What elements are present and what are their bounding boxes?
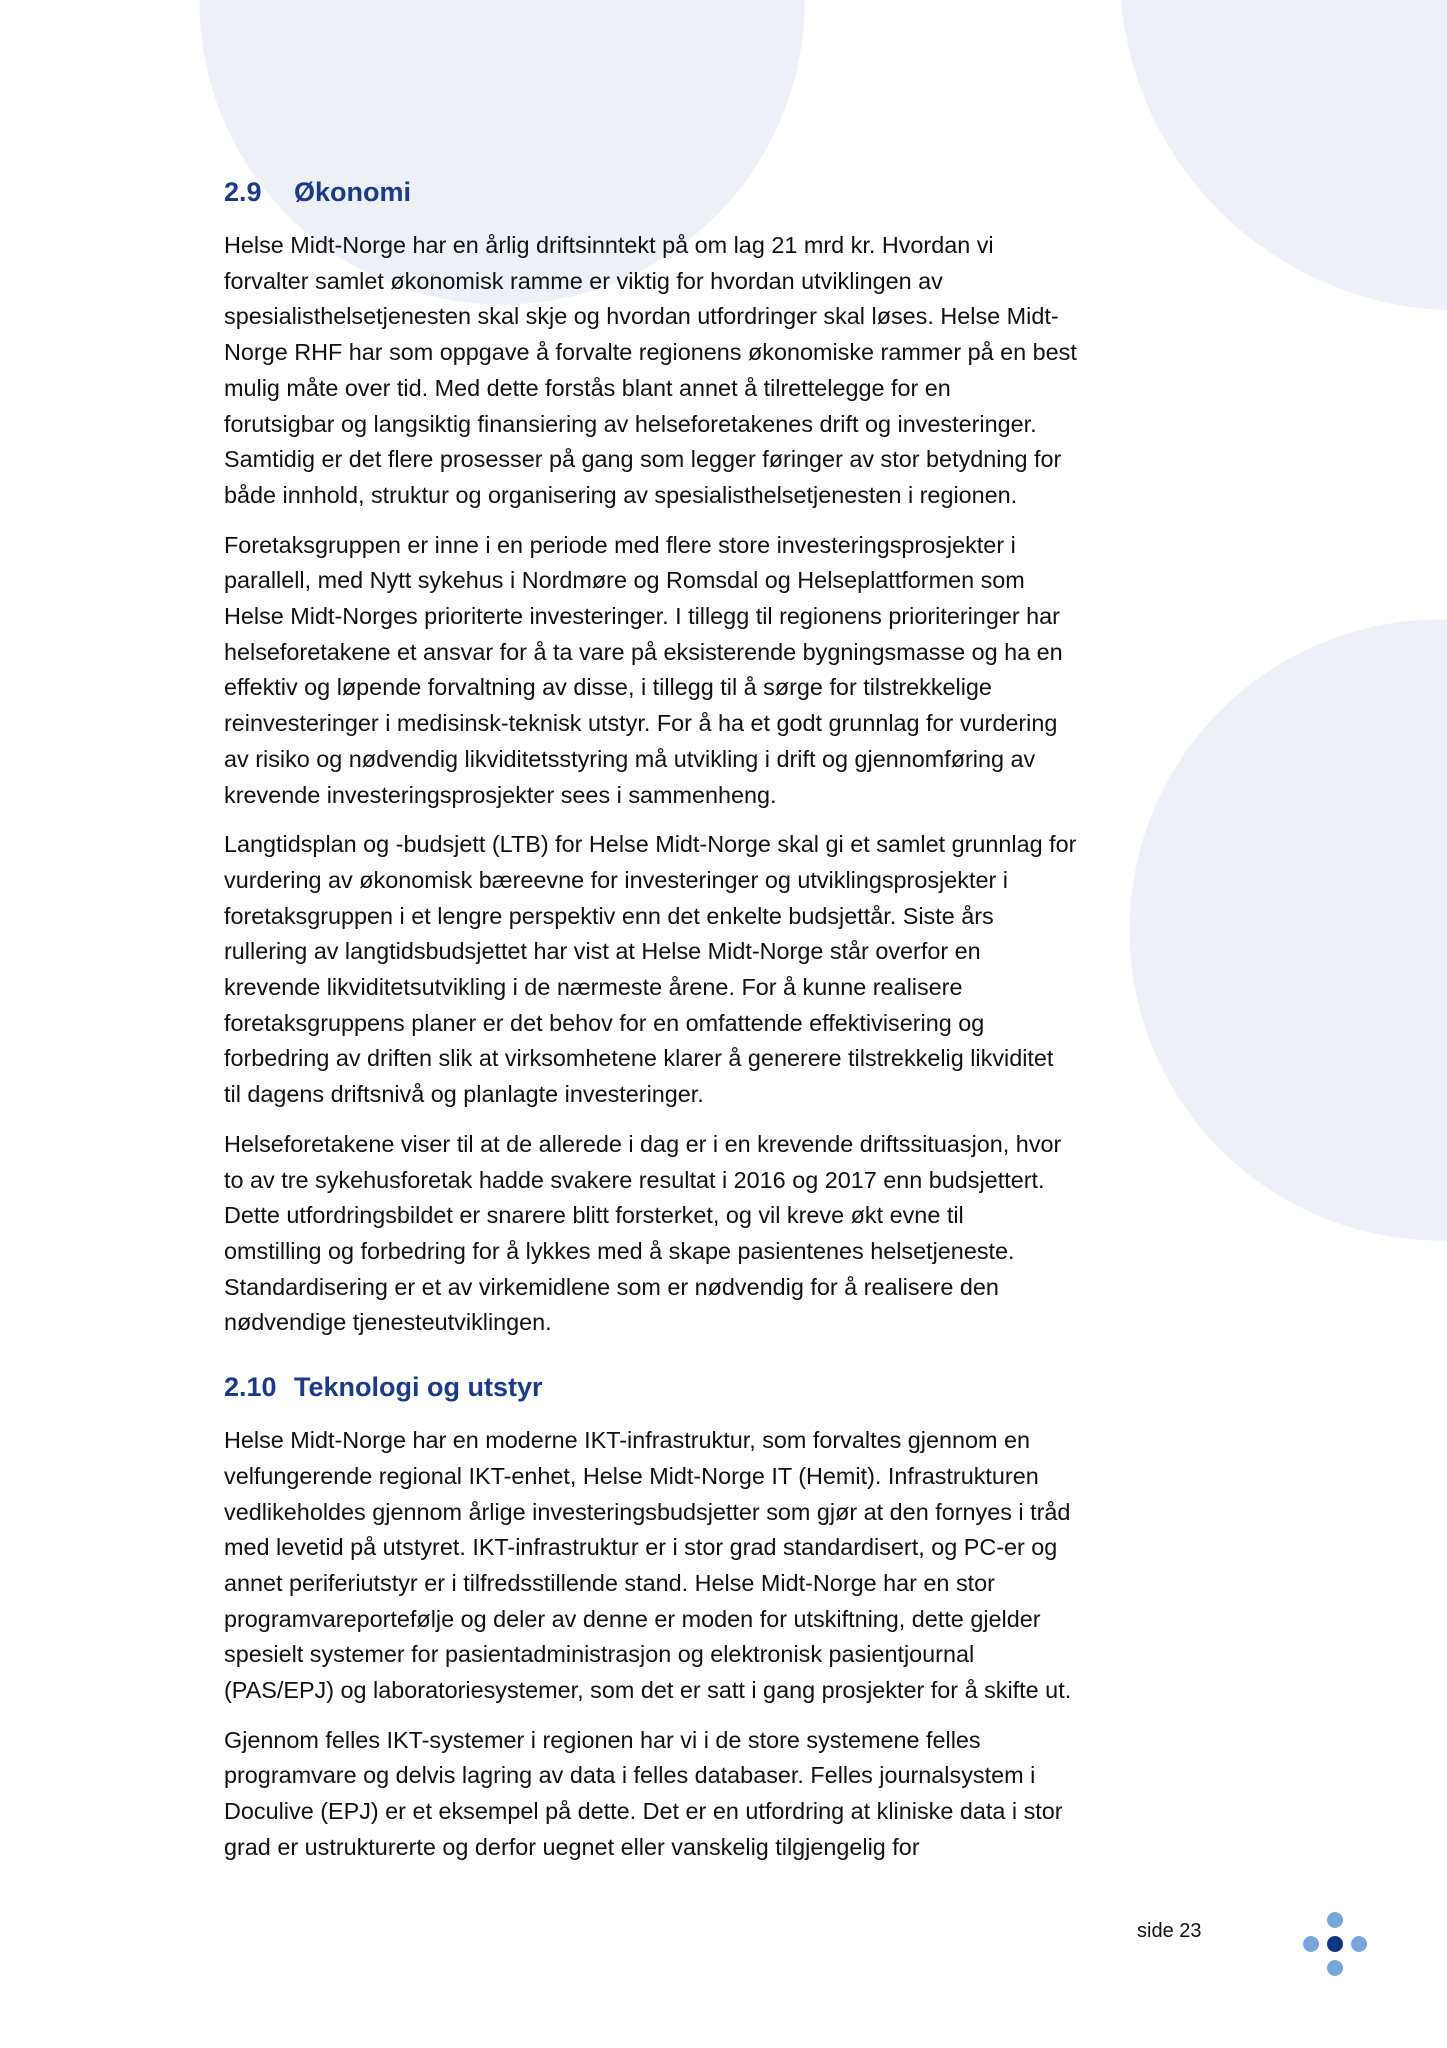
text-line: Standardisering er et av virkemidlene som er nødvendig for å realisere den [224,1273,999,1300]
text-line: til dagens driftsnivå og planlagte investeringer. [224,1081,704,1108]
text-line: krevende investeringsprosjekter sees i sammenheng. [224,781,777,808]
text-line: grad er ustrukturerte og derfor uegnet eller vanskelig tilgjengelig for [224,1833,920,1860]
logo-dot [1327,1960,1343,1976]
page-content [224,170,1234,1866]
text-line: programvare og delvis lagring av data i felles databaser. Felles journalsystem i [224,1762,1036,1789]
text-line: foretaksgruppen i et lengre perspektiv enn det enkelte budsjettår. Siste års [224,902,994,929]
section-number: 2.9 [224,177,262,207]
section-heading-okonomi [224,170,1234,214]
section-number: 2.10 [224,1372,277,1403]
text-line: Gjennom felles IKT-systemer i regionen har vi i de store systemene felles [224,1726,981,1753]
text-line: Norge RHF har som oppgave å forvalte regionens økonomiske rammer på en best [224,339,1077,366]
text-line: parallell, med Nytt sykehus i Nordmøre og Romsdal og Helseplattformen som [224,567,1025,594]
text-line: Dette utfordringsbildet er snarere blitt forsterket, og vil kreve økt evne til [224,1202,964,1229]
logo-dot [1327,1936,1343,1952]
text-line: Helse Midt-Norge har en årlig driftsinntekt på om lag 21 mrd kr. Hvordan vi [224,232,994,258]
paragraph [224,1127,1234,1341]
text-line: spesielt systemer for pasientadministrasjon og elektronisk pasientjournal [224,1641,975,1668]
text-line: både innhold, struktur og organisering av spesialisthelsetjenesten i regionen. [224,481,1018,508]
text-line: nødvendige tjenesteutviklingen. [224,1309,552,1336]
text-line: programvareportefølje og deler av denne er moden for utskiftning, dette gjelder [224,1605,1041,1632]
section-title: Teknologi og utstyr [294,1372,543,1403]
text-line: helseforetakene et ansvar for å ta vare på eksisterende bygningsmasse og ha en [224,638,1063,665]
text-line: Samtidig er det flere prosesser på gang som legger føringer av stor betydning for [224,446,1062,473]
text-line: vurdering av økonomisk bæreevne for investeringer og utviklingsprosjekter i [224,866,1008,893]
logo-dot [1351,1936,1367,1952]
section-body-okonomi [224,228,1234,1341]
text-line: annet periferiutstyr er i tilfredsstillende stand. Helse Midt-Norge har en stor [224,1569,995,1596]
paragraph [224,228,1234,514]
page-number: side 23 [1137,1920,1202,1942]
paragraph [224,528,1234,814]
text-line: rullering av langtidsbudsjettet har vist at Helse Midt-Norge står overfor en [224,938,981,965]
text-line: av risiko og nødvendig likviditetsstyring må utvikling i drift og gjennomføring av [224,745,1036,772]
text-line: Helseforetakene viser til at de allerede i dag er i en krevende driftssituasjon, hvor [224,1130,1062,1157]
text-line: Langtidsplan og -budsjett (LTB) for Helse Midt-Norge skal gi et samlet grunnlag for [224,831,1077,858]
logo-dot [1303,1936,1319,1952]
text-line: effektiv og løpende forvaltning av disse, i tillegg til å sørge for tilstrekkelige [224,674,992,701]
text-line: foretaksgruppens planer er det behov for en omfattende effektivisering og [224,1009,985,1036]
paragraph [224,1423,1234,1709]
paragraph [224,827,1234,1113]
text-line: to av tre sykehusforetak hadde svakere resultat i 2016 og 2017 enn budsjettert. [224,1166,1045,1193]
text-line: forbedring av driften slik at virksomhetene klarer å generere tilstrekkelig likviditet [224,1045,1054,1072]
paragraph [224,1723,1234,1866]
text-line: omstilling og forbedring for å lykkes med å skape pasientenes helsetjeneste. [224,1237,1015,1264]
text-line: forutsigbar og langsiktig finansiering av helseforetakenes drift og investeringer. [224,410,1037,437]
text-line: vedlikeholdes gjennom årlige investeringsbudsjetter som gjør at den fornyes i tråd [224,1498,1071,1525]
section-title: Økonomi [294,177,412,207]
logo-dot [1327,1912,1343,1928]
text-line: krevende likviditetsutvikling i de nærmeste årene. For å kunne realisere [224,974,963,1001]
text-line: spesialisthelsetjenesten skal skje og hvordan utfordringer skal løses. Helse Midt- [224,303,1059,330]
text-line: forvalter samlet økonomisk ramme er viktig for hvordan utviklingen av [224,267,943,294]
section-body-teknologi [224,1423,1234,1865]
text-line: Foretaksgruppen er inne i en periode med flere store investeringsprosjekter i [224,531,1016,558]
text-line: reinvesteringer i medisinsk-teknisk utstyr. For å ha et godt grunnlag for vurdering [224,710,1058,737]
text-line: Doculive (EPJ) er et eksempel på dette. Det er en utfordring at kliniske data i stor [224,1798,1063,1825]
text-line: velfungerende regional IKT-enhet, Helse Midt-Norge IT (Hemit). Infrastrukturen [224,1462,1039,1489]
text-line: Helse Midt-Norges prioriterte investeringer. I tillegg til regionens prioriteringer har [224,603,1060,630]
section-heading-teknologi [224,1365,1234,1409]
text-line: Helse Midt-Norge har en moderne IKT-infrastruktur, som forvaltes gjennom en [224,1427,1031,1454]
text-line: (PAS/EPJ) og laboratoriesystemer, som det er satt i gang prosjekter for å skifte ut. [224,1677,1072,1704]
text-line: mulig måte over tid. Med dette forstås blant annet å tilrettelegge for en [224,374,951,401]
dots-cross-logo-icon [1300,1912,1370,1982]
text-line: med levetid på utstyret. IKT-infrastruktur er i stor grad standardisert, og PC-er og [224,1534,1058,1561]
